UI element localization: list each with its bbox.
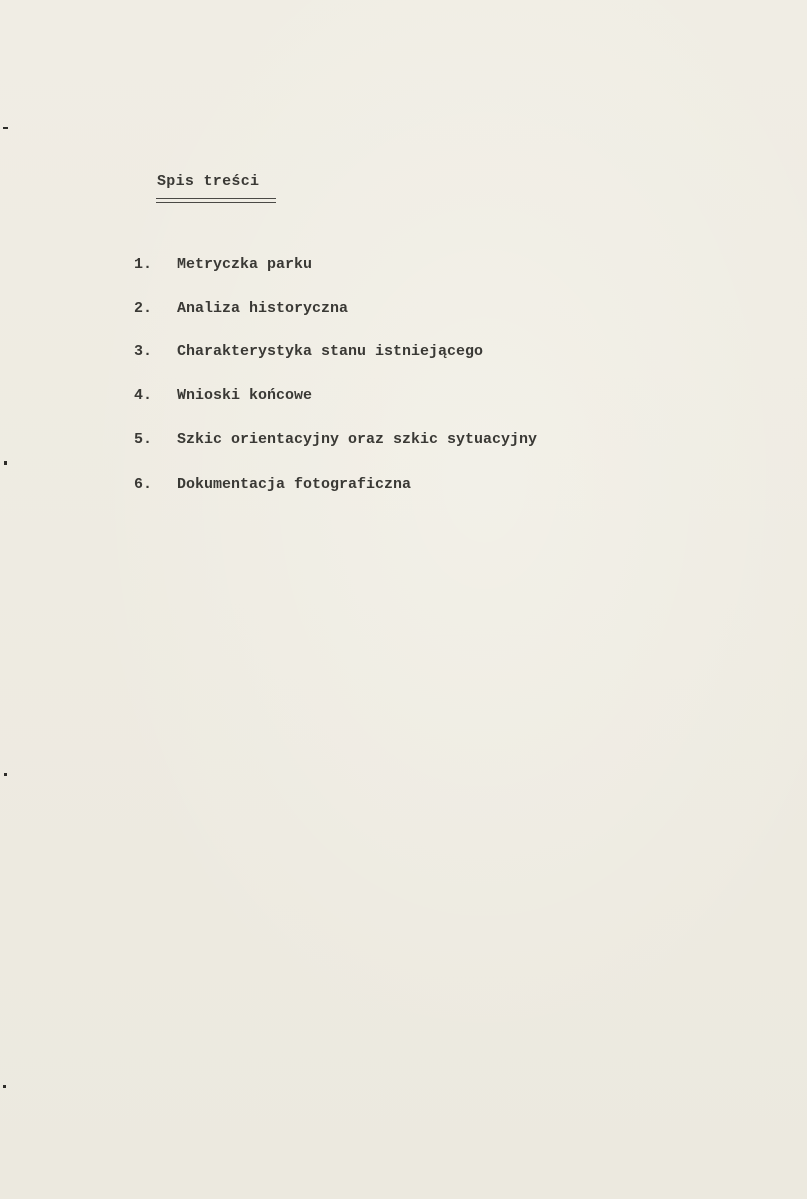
margin-mark bbox=[4, 773, 7, 776]
item-number: 1. bbox=[134, 256, 153, 273]
item-text: Charakterystyka stanu istniejącego bbox=[177, 343, 484, 360]
item-text: Wnioski końcowe bbox=[177, 387, 313, 404]
margin-mark bbox=[3, 1085, 6, 1088]
item-text: Analiza historyczna bbox=[177, 300, 349, 317]
item-number: 5. bbox=[134, 431, 153, 448]
list-item bbox=[0, 343, 700, 365]
item-number: 3. bbox=[134, 343, 153, 360]
list-item bbox=[0, 300, 700, 322]
list-item bbox=[0, 431, 700, 453]
list-item bbox=[0, 256, 700, 278]
item-text: Metryczka parku bbox=[177, 256, 313, 273]
list-item bbox=[0, 476, 700, 498]
item-number: 4. bbox=[134, 387, 153, 404]
item-text: Dokumentacja fotograficzna bbox=[177, 476, 412, 493]
item-number: 6. bbox=[134, 476, 153, 493]
item-number: 2. bbox=[134, 300, 153, 317]
page-title: Spis treści bbox=[157, 173, 260, 190]
margin-mark bbox=[4, 461, 7, 465]
item-text: Szkic orientacyjny oraz szkic sytuacyjny bbox=[177, 431, 538, 448]
list-item bbox=[0, 387, 700, 409]
title-underline bbox=[156, 198, 276, 203]
margin-mark bbox=[3, 127, 8, 129]
